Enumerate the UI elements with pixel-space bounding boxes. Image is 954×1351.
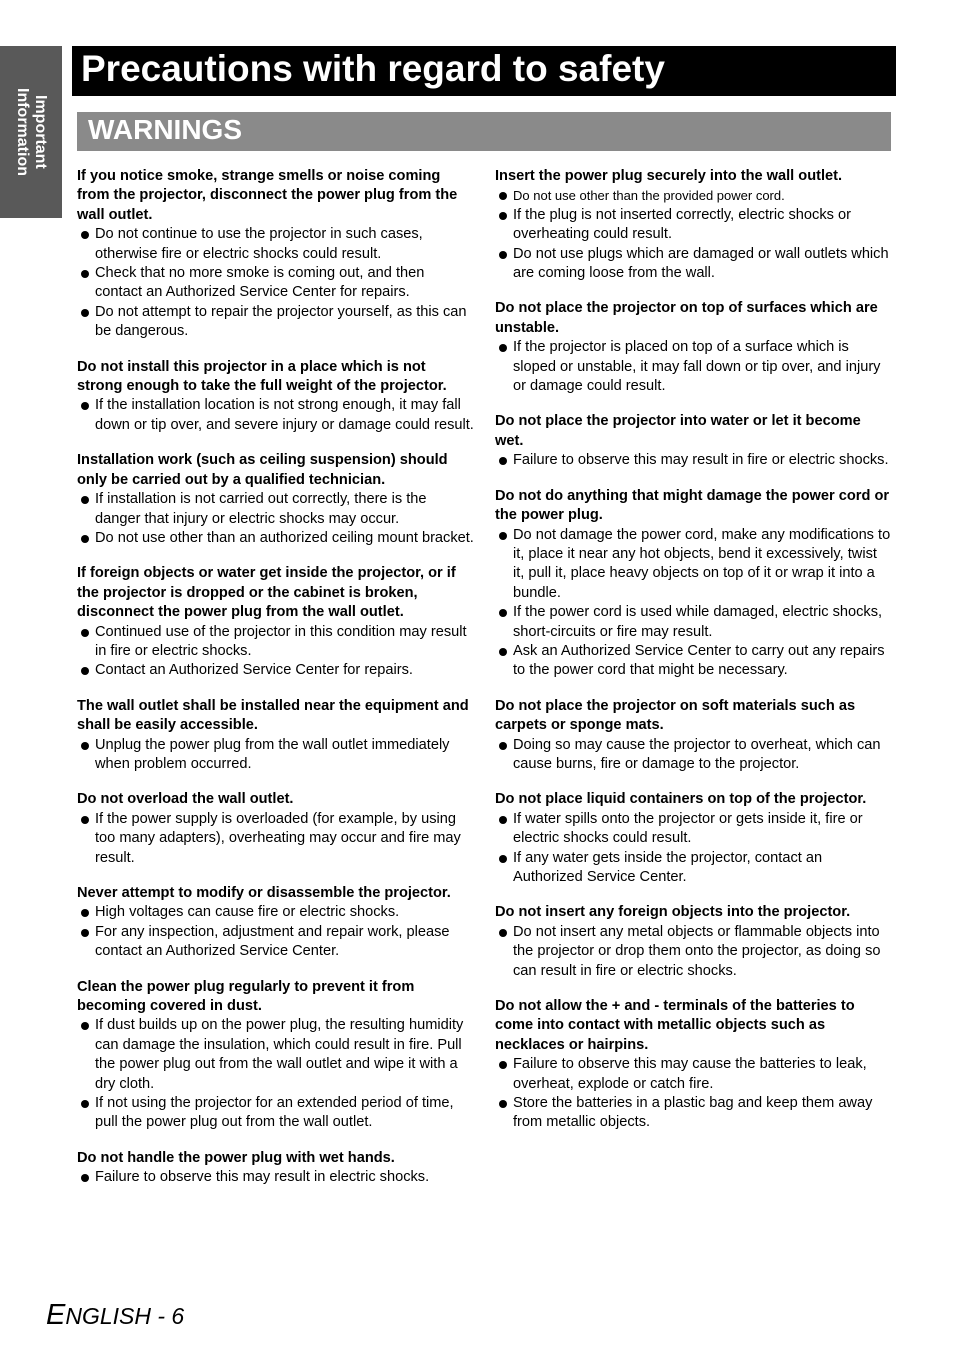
- list-item-text: If the power cord is used while damaged, electric shocks, short-circuits or fire may result.: [513, 604, 883, 640]
- list-item: [495, 451, 891, 470]
- warning-heading: Do not handle the power plug with wet hands.: [77, 1149, 395, 1166]
- list-item: [77, 225, 475, 264]
- warning-block: [495, 299, 891, 396]
- list-item-text: Contact an Authorized Service Center for repairs.: [95, 662, 413, 679]
- warning-list: [77, 1016, 475, 1132]
- warning-block: [77, 1149, 475, 1188]
- bullet-icon: [499, 212, 507, 220]
- list-item: [495, 338, 891, 396]
- list-item-text: Do not use plugs which are damaged or wall outlets which are coming loose from the wall.: [513, 245, 889, 282]
- list-item-text: For any inspection, adjustment and repair work, please contact an Authorized Service Center.: [95, 923, 450, 960]
- list-item-text: Failure to observe this may result in fire or electric shocks.: [513, 452, 889, 469]
- list-item: [495, 810, 891, 849]
- warning-list: [77, 225, 475, 341]
- list-item: [495, 526, 891, 604]
- warning-heading: Do not install this projector in a place which is not strong enough to take the full weight of the projector.: [77, 358, 447, 395]
- list-item-text: Ask an Authorized Service Center to carry out any repairs to the power cord that might be necessary.: [513, 642, 885, 679]
- warning-list: [495, 810, 891, 888]
- warning-list: [495, 338, 891, 396]
- list-item: [77, 736, 475, 775]
- list-item-text: High voltages can cause fire or electric shocks.: [95, 904, 400, 921]
- warning-heading: Do not do anything that might damage the power cord or the power plug.: [495, 487, 890, 524]
- list-item: [495, 206, 891, 245]
- bullet-icon: [81, 667, 89, 675]
- section-title: WARNINGS: [77, 112, 891, 151]
- list-item: [77, 490, 475, 529]
- warning-block: [495, 487, 891, 681]
- list-item-text: If installation is not carried out correctly, there is the danger that injury or electric shocks may occur.: [95, 491, 427, 527]
- warning-list: [495, 1055, 891, 1133]
- bullet-icon: [499, 457, 507, 465]
- warning-heading: Do not place the projector on soft materials such as carpets or sponge mats.: [495, 697, 856, 734]
- bullet-icon: [499, 532, 507, 540]
- left-column: [77, 167, 475, 1204]
- list-item-text: Continued use of the projector in this condition may result in fire or electric shocks.: [95, 623, 467, 659]
- bullet-icon: [81, 231, 89, 239]
- list-item-text: Do not use other than an authorized ceiling mount bracket.: [95, 529, 474, 546]
- bullet-icon: [81, 309, 89, 317]
- bullet-icon: [81, 535, 89, 543]
- warning-block: [77, 358, 475, 436]
- warning-list: [77, 490, 475, 548]
- warning-block: [495, 167, 891, 283]
- warning-block: [77, 884, 475, 962]
- list-item-text: If any water gets inside the projector, contact an Authorized Service Center.: [513, 849, 823, 885]
- list-item: [77, 1094, 475, 1133]
- bullet-icon: [81, 742, 89, 750]
- bullet-icon: [499, 344, 507, 352]
- bullet-icon: [499, 1061, 507, 1069]
- list-item: [77, 396, 475, 435]
- warning-heading: Do not place the projector into water or let it become wet.: [495, 413, 861, 449]
- warning-heading: Do not overload the wall outlet.: [77, 791, 294, 808]
- list-item-text: Failure to observe this may cause the batteries to leak, overheat, explode or catch fire.: [513, 1056, 867, 1092]
- warning-block: [495, 790, 891, 887]
- bullet-icon: [499, 648, 507, 656]
- warning-block: [495, 697, 891, 775]
- list-item-text: Store the batteries in a plastic bag and keep them away from metallic objects.: [513, 1095, 873, 1131]
- bullet-icon: [499, 855, 507, 863]
- warning-block: [77, 790, 475, 868]
- warning-list: [495, 923, 891, 981]
- page-footer: [46, 1300, 184, 1331]
- list-item-text: Do not attempt to repair the projector yourself, as this can be dangerous.: [95, 303, 467, 340]
- bullet-icon: [81, 929, 89, 937]
- bullet-icon: [81, 402, 89, 410]
- warning-block: [495, 997, 891, 1133]
- side-tab: [0, 46, 62, 218]
- bullet-icon: [81, 1100, 89, 1108]
- list-item: [495, 245, 891, 284]
- warning-block: [495, 412, 891, 470]
- list-item: [77, 264, 475, 303]
- list-item-text: If the plug is not inserted correctly, electric shocks or overheating could result.: [513, 206, 851, 243]
- list-item: [495, 923, 891, 981]
- warning-heading: If foreign objects or water get inside the projector, or if the projector is dropped or the cabinet is broken, disconnect the power plug from the wall outlet.: [77, 565, 456, 621]
- bullet-icon: [81, 270, 89, 278]
- warning-list: [495, 451, 891, 470]
- bullet-icon: [81, 496, 89, 504]
- list-item: [495, 1094, 891, 1133]
- warning-heading: Do not place the projector on top of surfaces which are unstable.: [495, 300, 878, 336]
- list-item-text: Do not continue to use the projector in such cases, otherwise fire or electric shocks could result.: [95, 226, 423, 262]
- page-title: Precautions with regard to safety: [72, 46, 896, 96]
- warning-heading: Clean the power plug regularly to prevent it from becoming covered in dust.: [77, 978, 415, 1015]
- list-item: [77, 303, 475, 342]
- warning-heading: Do not insert any foreign objects into the projector.: [495, 904, 851, 921]
- warning-list: [77, 623, 475, 681]
- warning-block: [77, 167, 475, 342]
- list-item-text: If the projector is placed on top of a surface which is sloped or unstable, it may fall down or tip over, and injury or damage could result.: [513, 339, 881, 395]
- list-item-text: Do not insert any metal objects or flammable objects into the projector or drop them onto the projector, as doing so can result in fire or electric shocks.: [513, 923, 881, 979]
- bullet-icon: [499, 609, 507, 617]
- warning-list: [495, 526, 891, 681]
- warning-list: [77, 736, 475, 775]
- list-item: [495, 642, 891, 681]
- list-item-text: If the installation location is not strong enough, it may fall down or tip over, and severe injury or damage could result.: [95, 397, 474, 433]
- list-item-text: Do not damage the power cord, make any modifications to it, place it near any hot objects, bend it excessively, twist it, pull it, place heavy objects on top of it or wrap it into a bundle.: [513, 526, 891, 601]
- warning-list: [77, 396, 475, 435]
- bullet-icon: [499, 742, 507, 750]
- list-item-text: Doing so may cause the projector to overheat, which can cause burns, fire or damage to the projector.: [513, 736, 881, 772]
- list-item: [77, 903, 475, 922]
- list-item: [77, 529, 475, 548]
- list-item: [77, 810, 475, 868]
- warning-heading: The wall outlet shall be installed near the equipment and shall be easily accessible.: [77, 697, 469, 734]
- warning-heading: If you notice smoke, strange smells or noise coming from the projector, disconnect the power plug from the wall outlet.: [77, 168, 458, 223]
- warning-block: [77, 564, 475, 680]
- list-item: [77, 1168, 475, 1187]
- list-item: [77, 661, 475, 680]
- side-tab-label: Important Information: [14, 88, 49, 176]
- bullet-icon: [81, 1022, 89, 1030]
- warning-block: [495, 903, 891, 981]
- list-item-text: Do not use other than the provided power cord.: [513, 188, 785, 204]
- bullet-icon: [499, 1100, 507, 1108]
- warning-list: [495, 736, 891, 775]
- right-column: [495, 167, 891, 1149]
- list-item-text: Unplug the power plug from the wall outlet immediately when problem occurred.: [95, 736, 450, 772]
- warning-block: [77, 978, 475, 1133]
- warning-list: [77, 1168, 475, 1187]
- bullet-icon: [499, 251, 507, 259]
- warning-heading: Do not allow the + and - terminals of the batteries to come into contact with metallic objects such as necklaces or hairpins.: [495, 998, 855, 1053]
- warning-list: [77, 810, 475, 868]
- bullet-icon: [81, 629, 89, 637]
- bullet-icon: [81, 816, 89, 824]
- bullet-icon: [81, 1174, 89, 1182]
- warning-block: [77, 697, 475, 775]
- bullet-icon: [81, 909, 89, 917]
- list-item: [77, 1016, 475, 1094]
- list-item: [77, 923, 475, 962]
- warning-list: [77, 903, 475, 961]
- list-item: [495, 603, 891, 642]
- bullet-icon: [499, 192, 507, 200]
- list-item: [495, 1055, 891, 1094]
- bullet-icon: [499, 929, 507, 937]
- warning-block: [77, 451, 475, 548]
- list-item-text: If not using the projector for an extended period of time, pull the power plug out from the wall outlet.: [95, 1095, 454, 1131]
- warning-heading: Do not place liquid containers on top of the projector.: [495, 791, 867, 808]
- footer-text: NGLISH - 6: [65, 1303, 185, 1329]
- footer-initial: E: [46, 1299, 66, 1331]
- list-item: [495, 186, 891, 205]
- list-item: [495, 736, 891, 775]
- list-item-text: Check that no more smoke is coming out, and then contact an Authorized Service Center for repairs.: [95, 265, 425, 301]
- list-item: [77, 623, 475, 662]
- list-item: [495, 849, 891, 888]
- warning-heading: Insert the power plug securely into the wall outlet.: [495, 168, 843, 184]
- warning-list: [495, 186, 891, 283]
- warning-heading: Installation work (such as ceiling suspension) should only be carried out by a qualified technician.: [77, 452, 448, 488]
- list-item-text: If the power supply is overloaded (for example, by using too many adapters), overheating may occur and fire may result.: [95, 810, 461, 866]
- bullet-icon: [499, 816, 507, 824]
- list-item-text: If water spills onto the projector or gets inside it, fire or electric shocks could result.: [513, 810, 863, 847]
- list-item-text: If dust builds up on the power plug, the resulting humidity can damage the insulation, which could result in fire. Pull the power plug out from the wall outlet and wipe it with a dry cloth.: [95, 1017, 464, 1092]
- warning-heading: Never attempt to modify or disassemble the projector.: [77, 885, 451, 901]
- list-item-text: Failure to observe this may result in electric shocks.: [95, 1169, 430, 1186]
